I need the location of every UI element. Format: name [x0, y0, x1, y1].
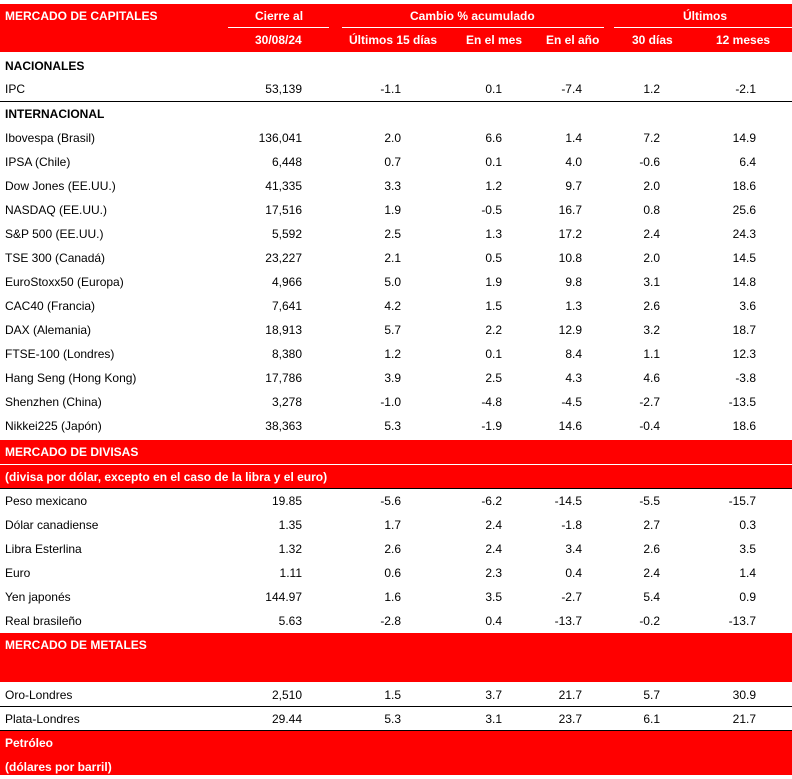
change-year: -1.8: [561, 518, 582, 532]
change-15d: 5.3: [384, 419, 401, 433]
change-year: 9.7: [565, 179, 582, 193]
change-15d: 0.6: [384, 566, 401, 580]
change-30d: 2.4: [643, 566, 660, 580]
close-value: 2,510: [271, 688, 302, 702]
close-value: 23,227: [265, 251, 302, 265]
change-15d: -1.1: [380, 82, 401, 96]
close-value: 1.11: [279, 566, 302, 580]
col-header-15d: Últimos 15 días: [349, 33, 438, 47]
change-15d: 2.0: [384, 131, 401, 145]
change-month: -4.8: [481, 395, 502, 409]
table-row: [0, 683, 792, 707]
change-30d: -0.4: [639, 419, 660, 433]
close-value: 1.35: [278, 518, 302, 532]
change-30d: 5.4: [643, 590, 660, 604]
table-row: [0, 222, 792, 246]
close-value: 144.97: [265, 590, 302, 604]
change-15d: 2.1: [384, 251, 401, 265]
change-month: 0.1: [485, 82, 502, 96]
table-row: [0, 561, 792, 585]
change-year: 1.4: [565, 131, 582, 145]
change-12m: 18.7: [732, 323, 756, 337]
change-year: -13.7: [554, 614, 582, 628]
row-name: Oro-Londres: [5, 688, 73, 702]
change-15d: -5.6: [380, 494, 401, 508]
change-12m: -2.1: [735, 82, 756, 96]
table-row: [0, 318, 792, 342]
change-15d: 1.6: [384, 590, 401, 604]
change-30d: 6.1: [643, 712, 660, 726]
change-year: -7.4: [561, 82, 582, 96]
change-year: 8.4: [565, 347, 582, 361]
row-name: Real brasileño: [5, 614, 82, 628]
change-month: 6.6: [485, 131, 502, 145]
change-15d: 3.9: [384, 371, 401, 385]
change-year: 14.6: [558, 419, 582, 433]
table-row: [0, 294, 792, 318]
row-name: CAC40 (Francia): [5, 299, 96, 313]
change-15d: 1.2: [384, 347, 401, 361]
change-month: 2.4: [485, 542, 502, 556]
change-12m: 14.5: [732, 251, 756, 265]
change-30d: 3.2: [643, 323, 660, 337]
change-year: -2.7: [561, 590, 582, 604]
section-petroleo-note: (dólares por barril): [0, 755, 792, 775]
latest-label: Últimos: [683, 9, 728, 23]
change-12m: -15.7: [728, 494, 756, 508]
table-row: [0, 174, 792, 198]
table-row: [0, 513, 792, 537]
col-header-year: En el año: [546, 33, 600, 47]
change-year: 17.2: [558, 227, 582, 241]
change-month: 0.5: [485, 251, 502, 265]
close-value: 5.63: [278, 614, 302, 628]
change-year: 23.7: [558, 712, 582, 726]
change-15d: 5.0: [384, 275, 401, 289]
table-row: [0, 342, 792, 366]
close-value: 41,335: [265, 179, 302, 193]
change-12m: -13.5: [728, 395, 756, 409]
change-year: 0.4: [565, 566, 582, 580]
change-12m: 12.3: [732, 347, 756, 361]
table-row: [0, 707, 792, 731]
row-name: FTSE-100 (Londres): [5, 347, 115, 361]
change-15d: 2.5: [384, 227, 401, 241]
table-row: [0, 270, 792, 294]
change-15d: 5.7: [384, 323, 401, 337]
close-date: 30/08/24: [255, 33, 302, 47]
change-12m: -13.7: [728, 614, 756, 628]
table-header-row-2: [0, 28, 792, 52]
col-header-month: En el mes: [466, 33, 523, 47]
close-value: 3,278: [271, 395, 302, 409]
change-year: 4.3: [565, 371, 582, 385]
change-30d: 1.1: [643, 347, 660, 361]
table-row: [0, 585, 792, 609]
table-row: [0, 489, 792, 513]
section-nacionales: NACIONALES: [5, 59, 85, 73]
change-month: 3.7: [485, 688, 502, 702]
table-row: [0, 609, 792, 633]
change-month: 0.4: [485, 614, 502, 628]
change-30d: -5.5: [639, 494, 660, 508]
row-name: IPC: [5, 82, 26, 96]
close-value: 18,913: [265, 323, 302, 337]
change-15d: 5.3: [384, 712, 401, 726]
section-internacional: INTERNACIONAL: [5, 107, 105, 121]
change-month: 1.9: [485, 275, 502, 289]
close-value: 8,380: [271, 347, 302, 361]
change-12m: 0.9: [739, 590, 756, 604]
row-name: Yen japonés: [5, 590, 71, 604]
change-month: 3.1: [485, 712, 502, 726]
section-divisas-title: MERCADO DE DIVISAS: [0, 440, 792, 464]
close-label: Cierre al: [255, 9, 304, 23]
change-month: 1.2: [485, 179, 502, 193]
change-30d: 2.6: [643, 542, 660, 556]
close-value: 17,786: [265, 371, 302, 385]
row-name: TSE 300 (Canadá): [5, 251, 106, 265]
close-value: 1.32: [278, 542, 302, 556]
change-30d: 2.0: [643, 179, 660, 193]
table-row: [0, 537, 792, 561]
change-30d: 3.1: [643, 275, 660, 289]
section-metales-title: MERCADO DE METALES: [0, 633, 792, 682]
row-name: Dow Jones (EE.UU.): [5, 179, 116, 193]
change-month: 2.4: [485, 518, 502, 532]
change-15d: 0.7: [384, 155, 401, 169]
close-value: 5,592: [271, 227, 302, 241]
table-row: [0, 126, 792, 150]
change-15d: 1.7: [384, 518, 401, 532]
table-row: [0, 414, 792, 438]
change-30d: 2.4: [643, 227, 660, 241]
change-year: 10.8: [558, 251, 582, 265]
change-12m: 18.6: [732, 179, 756, 193]
change-12m: 6.4: [739, 155, 756, 169]
change-year: 21.7: [558, 688, 582, 702]
change-12m: 14.9: [732, 131, 756, 145]
change-30d: -0.6: [639, 155, 660, 169]
change-year: 16.7: [558, 203, 582, 217]
change-month: -6.2: [481, 494, 502, 508]
change-12m: 14.8: [732, 275, 756, 289]
row-name: Euro: [5, 566, 31, 580]
change-12m: 3.5: [739, 542, 756, 556]
close-value: 6,448: [271, 155, 302, 169]
change-30d: 2.0: [643, 251, 660, 265]
change-15d: 4.2: [384, 299, 401, 313]
table-row: [0, 198, 792, 222]
row-name: Nikkei225 (Japón): [5, 419, 102, 433]
row-name: IPSA (Chile): [5, 155, 71, 169]
change-30d: 4.6: [643, 371, 660, 385]
row-name: Ibovespa (Brasil): [5, 131, 96, 145]
col-header-12m: 12 meses: [716, 33, 771, 47]
change-12m: 3.6: [739, 299, 756, 313]
change-12m: -3.8: [735, 371, 756, 385]
table-row: [0, 77, 792, 101]
change-month: 0.1: [485, 347, 502, 361]
change-month: 1.3: [485, 227, 502, 241]
row-name: S&P 500 (EE.UU.): [5, 227, 104, 241]
change-12m: 18.6: [732, 419, 756, 433]
change-12m: 1.4: [739, 566, 756, 580]
change-15d: 2.6: [384, 542, 401, 556]
row-name: Dólar canadiense: [5, 518, 99, 532]
change-15d: 1.5: [384, 688, 401, 702]
change-30d: 5.7: [643, 688, 660, 702]
change-30d: -2.7: [639, 395, 660, 409]
change-12m: 21.7: [732, 712, 756, 726]
change-15d: -1.0: [380, 395, 401, 409]
change-15d: 3.3: [384, 179, 401, 193]
close-value: 17,516: [265, 203, 302, 217]
row-name: Shenzhen (China): [5, 395, 102, 409]
change-30d: 0.8: [643, 203, 660, 217]
change-12m: 30.9: [732, 688, 756, 702]
change-month: -0.5: [481, 203, 502, 217]
row-name: Plata-Londres: [5, 712, 80, 726]
change-month: 2.3: [485, 566, 502, 580]
change-year: 9.8: [565, 275, 582, 289]
row-name: Libra Esterlina: [5, 542, 82, 556]
change-12m: 0.3: [739, 518, 756, 532]
close-value: 4,966: [271, 275, 302, 289]
row-name: Hang Seng (Hong Kong): [5, 371, 137, 385]
change-12m: 25.6: [732, 203, 756, 217]
change-month: -1.9: [481, 419, 502, 433]
change-year: -4.5: [561, 395, 582, 409]
change-year: 4.0: [565, 155, 582, 169]
change-year: -14.5: [554, 494, 582, 508]
close-value: 136,041: [258, 131, 302, 145]
change-12m: 24.3: [732, 227, 756, 241]
close-value: 7,641: [271, 299, 302, 313]
section-divisas-note: (divisa por dólar, excepto en el caso de la libra y el euro): [0, 465, 792, 489]
table-row: [0, 150, 792, 174]
change-30d: 1.2: [643, 82, 660, 96]
close-value: 53,139: [265, 82, 302, 96]
row-name: EuroStoxx50 (Europa): [5, 275, 124, 289]
change-month: 3.5: [485, 590, 502, 604]
table-row: [0, 390, 792, 414]
change-30d: -0.2: [639, 614, 660, 628]
change-year: 1.3: [565, 299, 582, 313]
row-name: DAX (Alemania): [5, 323, 92, 337]
change-month: 2.2: [485, 323, 502, 337]
change-month: 1.5: [485, 299, 502, 313]
change-15d: -2.8: [380, 614, 401, 628]
change-30d: 2.6: [643, 299, 660, 313]
change-15d: 1.9: [384, 203, 401, 217]
close-value: 19.85: [271, 494, 302, 508]
change-month: 0.1: [485, 155, 502, 169]
table-row: [0, 246, 792, 270]
close-value: 29.44: [271, 712, 302, 726]
change-30d: 7.2: [643, 131, 660, 145]
table-row: [0, 366, 792, 390]
section-petroleo-title: Petróleo: [0, 731, 792, 755]
change-30d: 2.7: [643, 518, 660, 532]
col-header-30d: 30 días: [632, 33, 673, 47]
row-name: NASDAQ (EE.UU.): [5, 203, 108, 217]
close-value: 38,363: [265, 419, 302, 433]
cumulative-change-label: Cambio % acumulado: [410, 9, 535, 23]
table-header-row-1: [0, 4, 792, 28]
row-name: Peso mexicano: [5, 494, 88, 508]
change-year: 3.4: [565, 542, 582, 556]
change-month: 2.5: [485, 371, 502, 385]
table-title: MERCADO DE CAPITALES: [5, 9, 158, 23]
change-year: 12.9: [558, 323, 582, 337]
